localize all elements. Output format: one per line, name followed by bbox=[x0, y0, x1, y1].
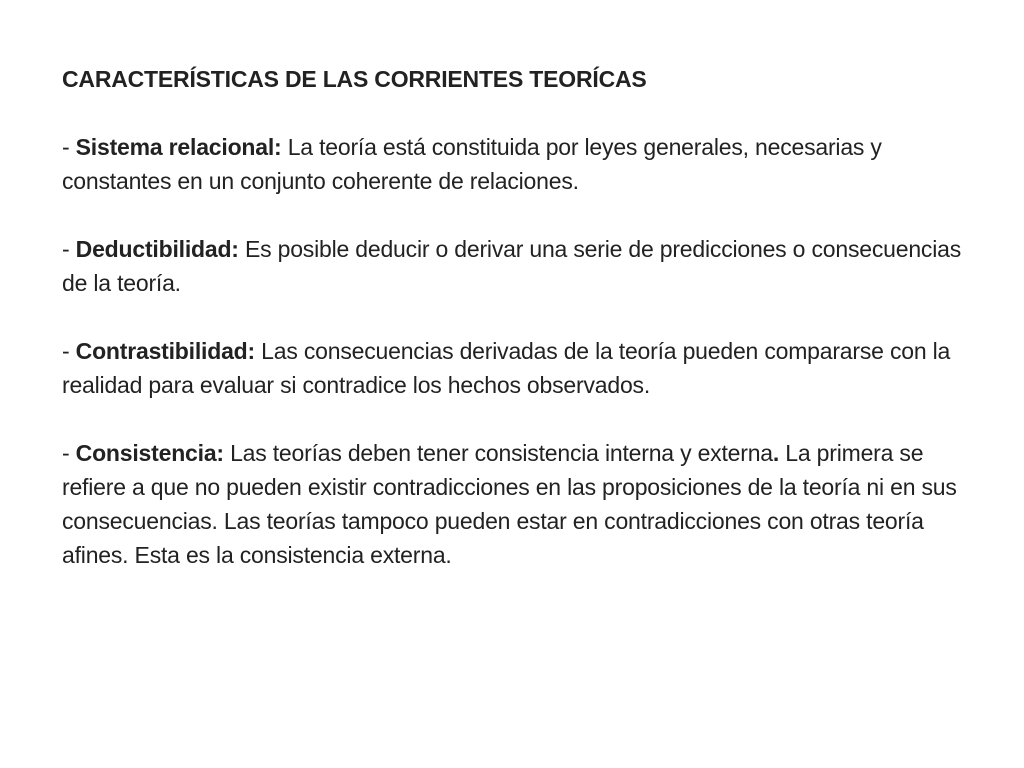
item-text: Es posible deducir o derivar una serie de predicciones o consecuencias de la teoría. bbox=[62, 236, 962, 296]
item-term: Consistencia: bbox=[75, 440, 224, 466]
item-term: Sistema relacional: bbox=[75, 134, 282, 160]
item-contrastibilidad bbox=[62, 334, 972, 402]
item-text: La teoría está constituida por leyes generales, necesarias y constantes en un conjunto coherente de relaciones. bbox=[62, 134, 882, 194]
slide-title: CARACTERÍSTICAS DE LAS CORRIENTES TEORÍCAS bbox=[62, 66, 647, 92]
slide-content bbox=[62, 62, 972, 572]
item-text-b: La primera se refiere a que no pueden existir contradicciones en las proposiciones de la teoría ni en sus consecuencias. Las teorías tampoco pueden estar en contradicciones con otras teoría afines. Esta es la consistencia externa. bbox=[62, 440, 957, 568]
item-prefix: - bbox=[62, 338, 76, 364]
item-consistencia bbox=[62, 436, 972, 572]
item-prefix: - bbox=[62, 134, 76, 160]
item-deductibilidad bbox=[62, 232, 972, 300]
item-bold-period: . bbox=[772, 440, 780, 466]
item-sistema-relacional bbox=[62, 130, 972, 198]
item-text: Las consecuencias derivadas de la teoría pueden compararse con la realidad para evaluar si contradice los hechos observados. bbox=[62, 338, 951, 398]
item-term: Deductibilidad: bbox=[75, 236, 239, 262]
item-text-a: Las teorías deben tener consistencia interna y externa bbox=[223, 440, 773, 466]
item-term: Contrastibilidad: bbox=[75, 338, 255, 364]
item-prefix: - bbox=[62, 236, 76, 262]
item-prefix: - bbox=[62, 440, 76, 466]
